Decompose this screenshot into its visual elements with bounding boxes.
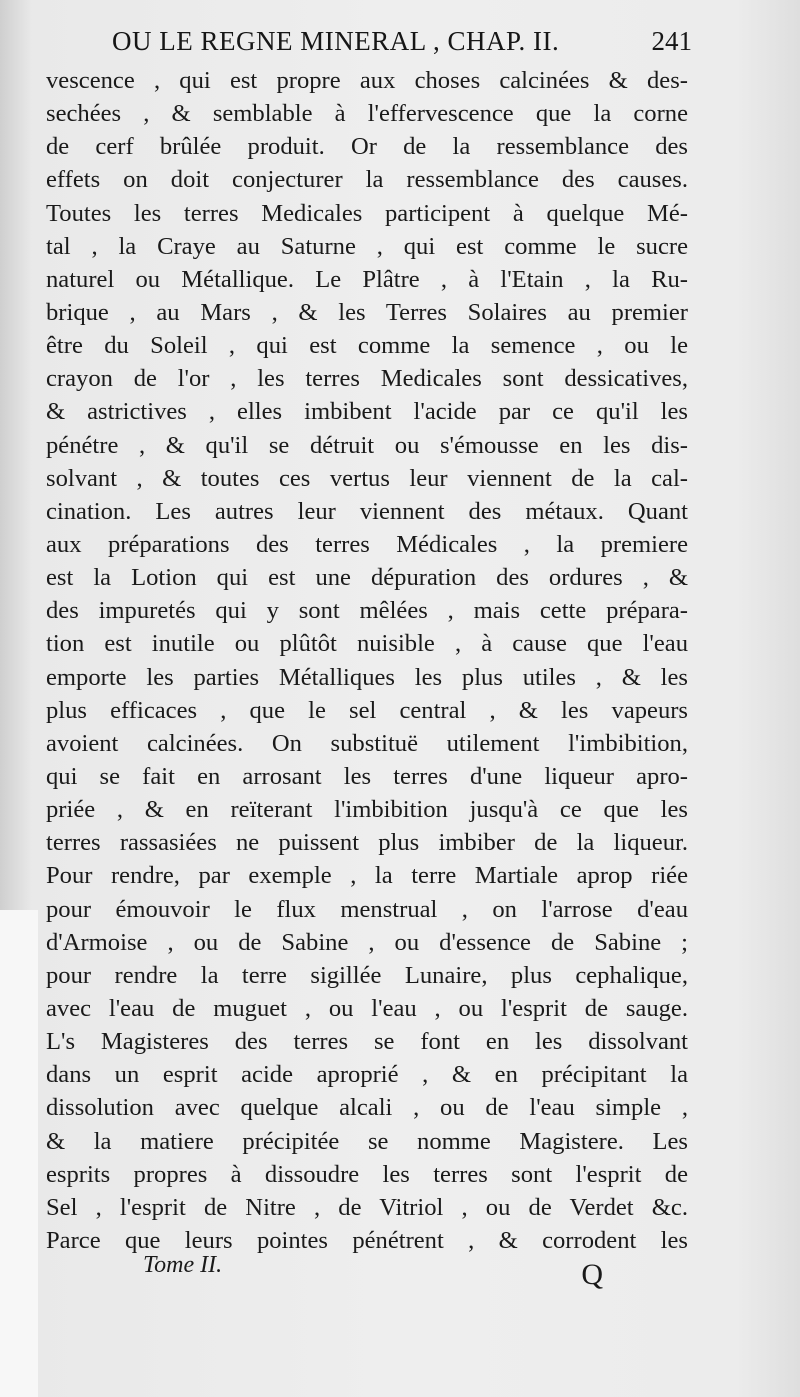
page-header [112,24,692,64]
text-line: brique , au Mars , & les Terres Solaires au premier [46,298,688,326]
text-line: est la Lotion qui est une dépuration des ordures , & [46,564,688,592]
text-line: pour émouvoir le flux menstrual , on l'arrose d'eau [46,895,688,923]
text-line: & astrictives , elles imbibent l'acide par ce qu'il les [46,398,688,426]
text-line: emporte les parties Métalliques les plus utiles , & les [46,663,688,691]
page-edge [0,910,38,1397]
text-line: qui se fait en arrosant les terres d'une liqueur apro- [46,762,688,790]
page-number: 241 [651,26,692,56]
text-line: Sel , l'esprit de Nitre , de Vitriol , ou de Verdet &c. [46,1193,688,1221]
page-footer [143,1252,603,1296]
text-line: sechées , & semblable à l'effervescence que la corne [46,100,688,128]
text-line: de cerf brûlée produit. Or de la ressemblance des [46,133,688,161]
text-line: Toutes les terres Medicales participent à quelque Mé- [46,199,688,227]
text-line: dissolution avec quelque alcali , ou de l'eau simple , [46,1094,688,1122]
text-line: d'Armoise , ou de Sabine , ou d'essence de Sabine ; [46,928,688,956]
text-line: priée , & en reïterant l'imbibition jusqu'à ce que les [46,796,688,824]
text-line: pour rendre la terre sigillée Lunaire, plus cephalique, [46,961,688,989]
text-line: avoient calcinées. On substituë utilement l'imbibition, [46,729,688,757]
body-text [46,64,688,1257]
text-line: esprits propres à dissoudre les terres sont l'esprit de [46,1160,688,1188]
text-line: tal , la Craye au Saturne , qui est comme le sucre [46,232,688,260]
text-line: & la matiere précipitée se nomme Magistere. Les [46,1127,688,1155]
tome-label: Tome II. [143,1252,223,1278]
text-line: plus efficaces , que le sel central , & les vapeurs [46,696,688,724]
text-line: terres rassasiées ne puissent plus imbiber de la liqueur. [46,829,688,857]
text-line: L's Magisteres des terres se font en les dissolvant [46,1028,688,1056]
text-line: naturel ou Métallique. Le Plâtre , à l'Etain , la Ru- [46,265,688,293]
text-line: être du Soleil , qui est comme la semence , ou le [46,332,688,360]
text-line: avec l'eau de muguet , ou l'eau , ou l'esprit de sauge. [46,994,688,1022]
text-line: solvant , & toutes ces vertus leur viennent de la cal- [46,464,688,492]
text-line: aux préparations des terres Médicales , la premiere [46,530,688,558]
text-line: vescence , qui est propre aux choses calcinées & des- [46,67,688,94]
text-line: Parce que leurs pointes pénétrent , & corrodent les [46,1226,688,1254]
text-line: crayon de l'or , les terres Medicales sont dessicatives, [46,365,688,393]
text-line: tion est inutile ou plûtôt nuisible , à cause que l'eau [46,630,688,658]
text-line: effets on doit conjecturer la ressemblance des causes. [46,166,688,194]
running-head: OU LE REGNE MINERAL , CHAP. II. [112,26,560,56]
text-line: des impuretés qui y sont mêlées , mais cette prépara- [46,597,688,625]
signature-mark: Q [581,1258,603,1291]
text-line: dans un esprit acide aproprié , & en précipitant la [46,1061,688,1089]
text-line: pénétre , & qu'il se détruit ou s'émousse en les dis- [46,431,688,459]
text-line: Pour rendre, par exemple , la terre Martiale aprop riée [46,862,688,890]
text-line: cination. Les autres leur viennent des métaux. Quant [46,497,688,525]
